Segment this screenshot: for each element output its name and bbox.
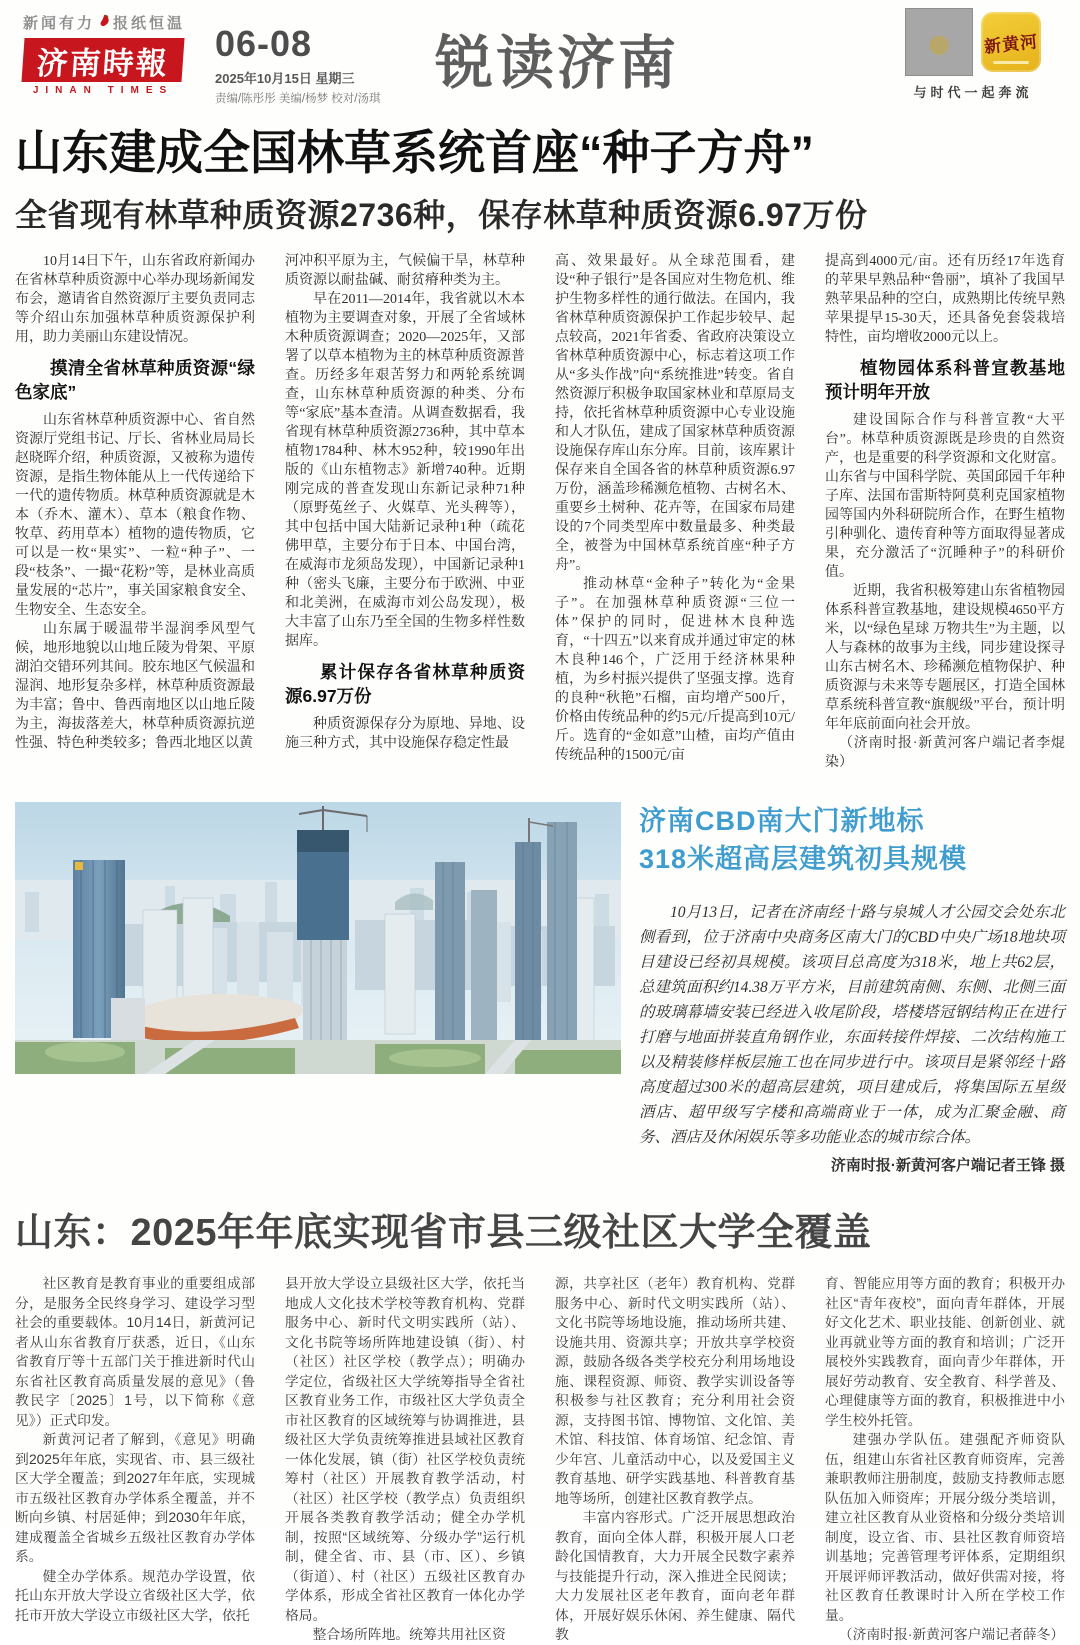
slogan-right: 报纸恒温 [113, 15, 186, 32]
lead-article [15, 126, 1065, 772]
masthead [23, 12, 213, 96]
article-column [15, 252, 255, 772]
cbd-headline-line2: 318米超高层建筑初具规模 [639, 844, 968, 875]
article-column [285, 252, 525, 772]
body-paragraph: 河冲积平原为主，气候偏干旱，林草种质资源以耐盐碱、耐贫瘠种类为主。 [285, 254, 525, 289]
page-header [15, 0, 1065, 118]
body-paragraph: 健全办学体系。规范办学设置，依托山东开放大学设立省级社区大学，依托市开放大学设立市级社区大学，依托 [15, 1568, 255, 1623]
bottom-headline: 山东：2025年年底实现省市县三级社区大学全覆盖 [15, 1212, 872, 1255]
body-paragraph: 推动林草“金种子”转化为“金果子”。在加强林草种质资源“三位一体”保护的同时，促进林木良种选育，“十四五”以来育成并通过审定的林木良种146个，广泛用于经济林果种植，为乡村振兴提供了坚强支撑。选育的良种“秋艳”石榴，亩均增产500斤，价格由传统品种的约5元/斤提高到10元/斤。选育的“金如意”山楂，亩均产值由传统品种的1500元/亩 [555, 577, 795, 764]
body-paragraph: 丰富内容形式。广泛开展思想政治教育，面向全体人群，积极开展人口老龄化国情教育，大力开展全民数字素养与技能提升行动，深入推进全民阅读；大力发展社区老年教育，面向老年群体，开展好娱乐休闲、养生健康、隔代教 [555, 1510, 795, 1643]
qr-code [905, 8, 973, 76]
app-logo-icon [981, 12, 1041, 72]
pepper-icon [95, 12, 113, 33]
paper-name-en: JINAN TIMES [32, 85, 174, 96]
app-name: 新黄河 [983, 31, 1040, 57]
page-info [215, 23, 381, 106]
lead-article-columns [15, 252, 1065, 772]
article-column [555, 1274, 795, 1645]
article-column [825, 1274, 1065, 1645]
body-paragraph: 山东属于暖温带半湿润季风型气候，地形地貌以山地丘陵为骨架、平原湖泊交错环列其间。胶东地区气候温和湿润、地形复杂多样，林草种质资源最为丰富；鲁中、鲁西南地区以山地丘陵为主，海拔落差大，林草种质资源抗逆性强、特色种类较多；鲁西北地区以黄 [15, 622, 255, 752]
column-subhead: 累计保存各省林草种质资源6.97万份 [285, 662, 525, 707]
slogan-left: 新闻有力 [23, 15, 96, 32]
bottom-article [15, 1201, 1065, 1645]
body-paragraph: 建设国际合作与科普宣教“大平台”。林草种质资源既是珍贵的自然资产，也是重要的科学资源和文化财富。山东省与中国科学院、英国邱园千年种子库、法国布雷斯特阿莫利克国家植物园等国内外科研院所合作，在野生植物引种驯化、遗传育种等方面取得显著成果，充分激活了“沉睡种子”的科研价值。 [825, 413, 1065, 581]
cbd-body: 10月13日，记者在济南经十路与泉城人才公园交会处东北侧看到，位于济南中央商务区南大门的CBD中央广场18地块项目建设已经初具规模。该项目总高度为318米，地上共62层，总建筑面积约14.38万平方米，目前建筑南侧、东侧、北侧三面的玻璃幕墙安装已经进入收尾阶段，塔楼塔冠钢结构正在进行打磨与地面拼装直角钢作业，东面转接件焊接、二次结构施工以及精装修样板层施工也在同步进行中。该项目是紧邻经十路高度超过300米的超高层建筑，项目建成后，将集国际五星级酒店、超甲级写字楼和高端商业于一体，成为汇聚金融、商务、酒店及休闲娱乐等多功能业态的城市综合体。 [639, 904, 1065, 1147]
lead-subheadline: 全省现有林草种质资源2736种，保存林草种质资源6.97万份 [15, 197, 868, 234]
photo-story-section [15, 802, 1065, 1175]
bottom-article-columns [15, 1274, 1065, 1645]
body-paragraph: 源，共享社区（老年）教育机构、党群服务中心、新时代文明实践所（站）、文化书院等场地设施，推动场所共建、设施共用、资源共享；开放共享学校资源，鼓励各级各类学校充分利用场地设施、课程资源、师资、教学实训设备等积极参与社区教育；充分利用社会资源，支持图书馆、博物馆、文化馆、美术馆、科技馆、体育场馆、纪念馆、青少年宫、儿童活动中心，以及爱国主义教育基地、研学实践基地、科普教育基地等场所，创建社区教育教学点。 [555, 1276, 795, 1506]
header-right [903, 8, 1043, 101]
staff-line: 责编/陈彤彤 美编/杨梦 校对/汤琪 [215, 93, 381, 105]
body-paragraph: 山东省林草种质资源中心、省自然资源厅党组书记、厅长、省林业局局长赵晓晖介绍，种质资源，又被称为遗传资源，是指生物体能从上一代传递给下一代的遗传物质。林草种质资源就是木本（乔木、灌木）、草本（粮食作物、牧草、药用草本）植物的遗传物质，它可以是一枚“果实”、一粒“种子”、一段“枝条”、一撮“花粉”等，是林业高质量发展的“芯片”，事关国家粮食安全、生物安全、生态安全。 [15, 413, 255, 619]
section-title: 锐读济南 [435, 31, 680, 96]
reporter-credit: （济南时报·新黄河客户端记者薛冬） [838, 1627, 1065, 1643]
body-paragraph: 育、智能应用等方面的教育；积极开办社区“青年夜校”，面向青年群体，开展好文化艺术、职业技能、创新创业、就业再就业等方面的教育和培训；广泛开展校外实践教育，面向青少年群体，开展好劳动教育、安全教育、科学普及、心理健康等方面的教育，积极推进中小学生校外托管。 [825, 1276, 1065, 1428]
body-paragraph: 10月14日下午，山东省政府新闻办在省林草种质资源中心举办现场新闻发布会，邀请省自然资源厅主要负责同志等介绍山东加强林草种质资源保护利用，助力美丽山东建设情况。 [15, 254, 255, 346]
page-range: 06-08 [215, 23, 313, 64]
article-column [555, 252, 795, 772]
body-paragraph: 提高到4000元/亩。还有历经17年选育的苹果早熟品种“鲁丽”，填补了我国早熟苹果品种的空白，成熟期比传统早熟苹果提早15-30天，还具备免套袋栽培特性，亩均增收2000元以上。 [825, 254, 1065, 346]
cbd-headline-line1: 济南CBD南大门新地标 [639, 806, 925, 837]
body-paragraph: 高、效果最好。从全球范围看，建设“种子银行”是各国应对生物危机、维护生物多样性的通行做法。在国内，我省林草种质资源保护工作起步较早、起点较高，2021年省委、省政府决策设立省林草种质资源中心，标志着这项工作从“多头作战”向“系统推进”转变。省自然资源厅积极争取国家林业和草原局支持，依托省林草种质资源中心专业设施和人才队伍，建成了国家林草种质资源设施保存库山东分库。目前，该库累计保存来自全国各省的林草种质资源6.97万份，涵盖珍稀濒危植物、古树名木、重要乡土树种、花卉等，在国家布局建设的7个同类型库中数量最多、种类最全，被誉为中国林草系统首座“种子方舟”。 [555, 254, 795, 574]
lead-headline: 山东建成全国林草系统首座“种子方舟” [15, 126, 814, 179]
body-paragraph: 建强办学队伍。建强配齐师资队伍，组建山东省社区教育师资库，完善兼职教师注册制度，鼓励支持教师志愿队伍加入师资库；开展分级分类培训，建立社区教育从业资格和分级分类培训制度，设立省、市、县社区教育师资培训基地；完善管理考评体系，定期组织开展评师评教活动，做好供需对接，将社区教育任教课时计入所在学校工作量。 [825, 1432, 1065, 1623]
date-line: 2025年10月15日 星期三 [215, 71, 355, 86]
cbd-photo [15, 802, 621, 1074]
body-paragraph: 近期，我省积极筹建山东省植物园体系科普宣教基地，建设规模4650平方米，以“绿色星球 万物共生”为主题，以人与森林的故事为主线，同步建设探寻山东古树名木、珍稀濒危植物保护、种质资源与未来等专题展区，打造全国林草系统科普宣教“旗舰级”平台，预计明年年底前面向社会开放。 [825, 584, 1065, 733]
body-paragraph: 早在2011—2014年，我省就以木本植物为主要调查对象，开展了全省域林木种质资源调查；2020—2025年，又部署了以草本植物为主的林草种质资源普查。历经多年艰苦努力和两轮系统调查，山东林草种质资源的种类、分布等“家底”基本查清。从调查数据看，我省现有林草种质资源2736种，其中草本植物1784种、林木952种，较1990年出版的《山东植物志》新增740种。近期刚完成的普查发现山东新记录种71种（原野菟丝子、火媒草、光头稗等），其中包括中国大陆新记录种1种（疏花佛甲草，主要分布于日本、中国台湾，在威海市龙须岛发现），中国新记录种1种（密头飞廉，主要分布于欧洲、中亚和北美洲，在威海市刘公岛发现），极大丰富了山东乃至全国的生物多样性数据库。 [285, 292, 525, 650]
column-subhead: 植物园体系科普宣教基地预计明年开放 [825, 358, 1065, 403]
app-tagline: 与时代一起奔流 [913, 85, 1033, 100]
article-column [825, 252, 1065, 772]
article-column [285, 1274, 525, 1645]
photo-credit: 济南时报·新黄河客户端记者王锋 摄 [830, 1157, 1065, 1175]
column-subhead: 摸清全省林草种质资源“绿色家底” [15, 358, 255, 403]
masthead-slogan [23, 12, 213, 33]
body-paragraph: 新黄河记者了解到，《意见》明确到2025年年底，实现省、市、县三级社区大学全覆盖；到2027年年底，实现城市五级社区教育办学体系全覆盖，并不断向乡镇、村居延伸；到2030年年底，建成覆盖全省城乡五级社区教育办学体系。 [15, 1432, 255, 1565]
body-paragraph: 种质资源保存分为原地、异地、设施三种方式，其中设施保存稳定性最 [285, 717, 525, 752]
body-paragraph: 县开放大学设立县级社区大学，依托当地成人文化技术学校等教育机构、党群服务中心、新时代文明实践所（站）、文化书院等场所阵地建设镇（街）、村（社区）社区学校（教学点）；明确办学定位，省级社区大学统筹指导全省社区教育业务工作，市级社区大学负责全市社区教育的区域统筹与协调推进，县级社区大学负责统筹推进县域社区教育一体化发展，镇（街）社区学校负责统筹村（社区）开展教育教学活动，村（社区）社区学校（教学点）负责组织开展各类教育教学活动；健全办学机制，按照“区域统筹、分级办学”运行机制，健全省、市、县（市、区）、乡镇（街道）、村（社区）五级社区教育办学体系，形成全省社区教育一体化办学格局。 [285, 1276, 525, 1623]
article-column [15, 1274, 255, 1645]
body-paragraph: 社区教育是教育事业的重要组成部分，是服务全民终身学习、建设学习型社会的重要载体。10月14日，新黄河记者从山东省教育厅获悉，近日，《山东省教育厅等十五部门关于推进新时代山东省社区教育高质量发展的意见》（鲁教民字〔2025〕1号，以下简称《意见》）正式印发。 [15, 1276, 255, 1428]
cbd-article [639, 802, 1065, 1175]
cbd-headline [639, 802, 1065, 878]
body-paragraph: 整合场所阵地。统筹共用社区资 [312, 1627, 506, 1643]
reporter-credit: （济南时报·新黄河客户端记者李焜染） [825, 736, 1065, 771]
paper-name: 济南時報 [21, 38, 184, 82]
